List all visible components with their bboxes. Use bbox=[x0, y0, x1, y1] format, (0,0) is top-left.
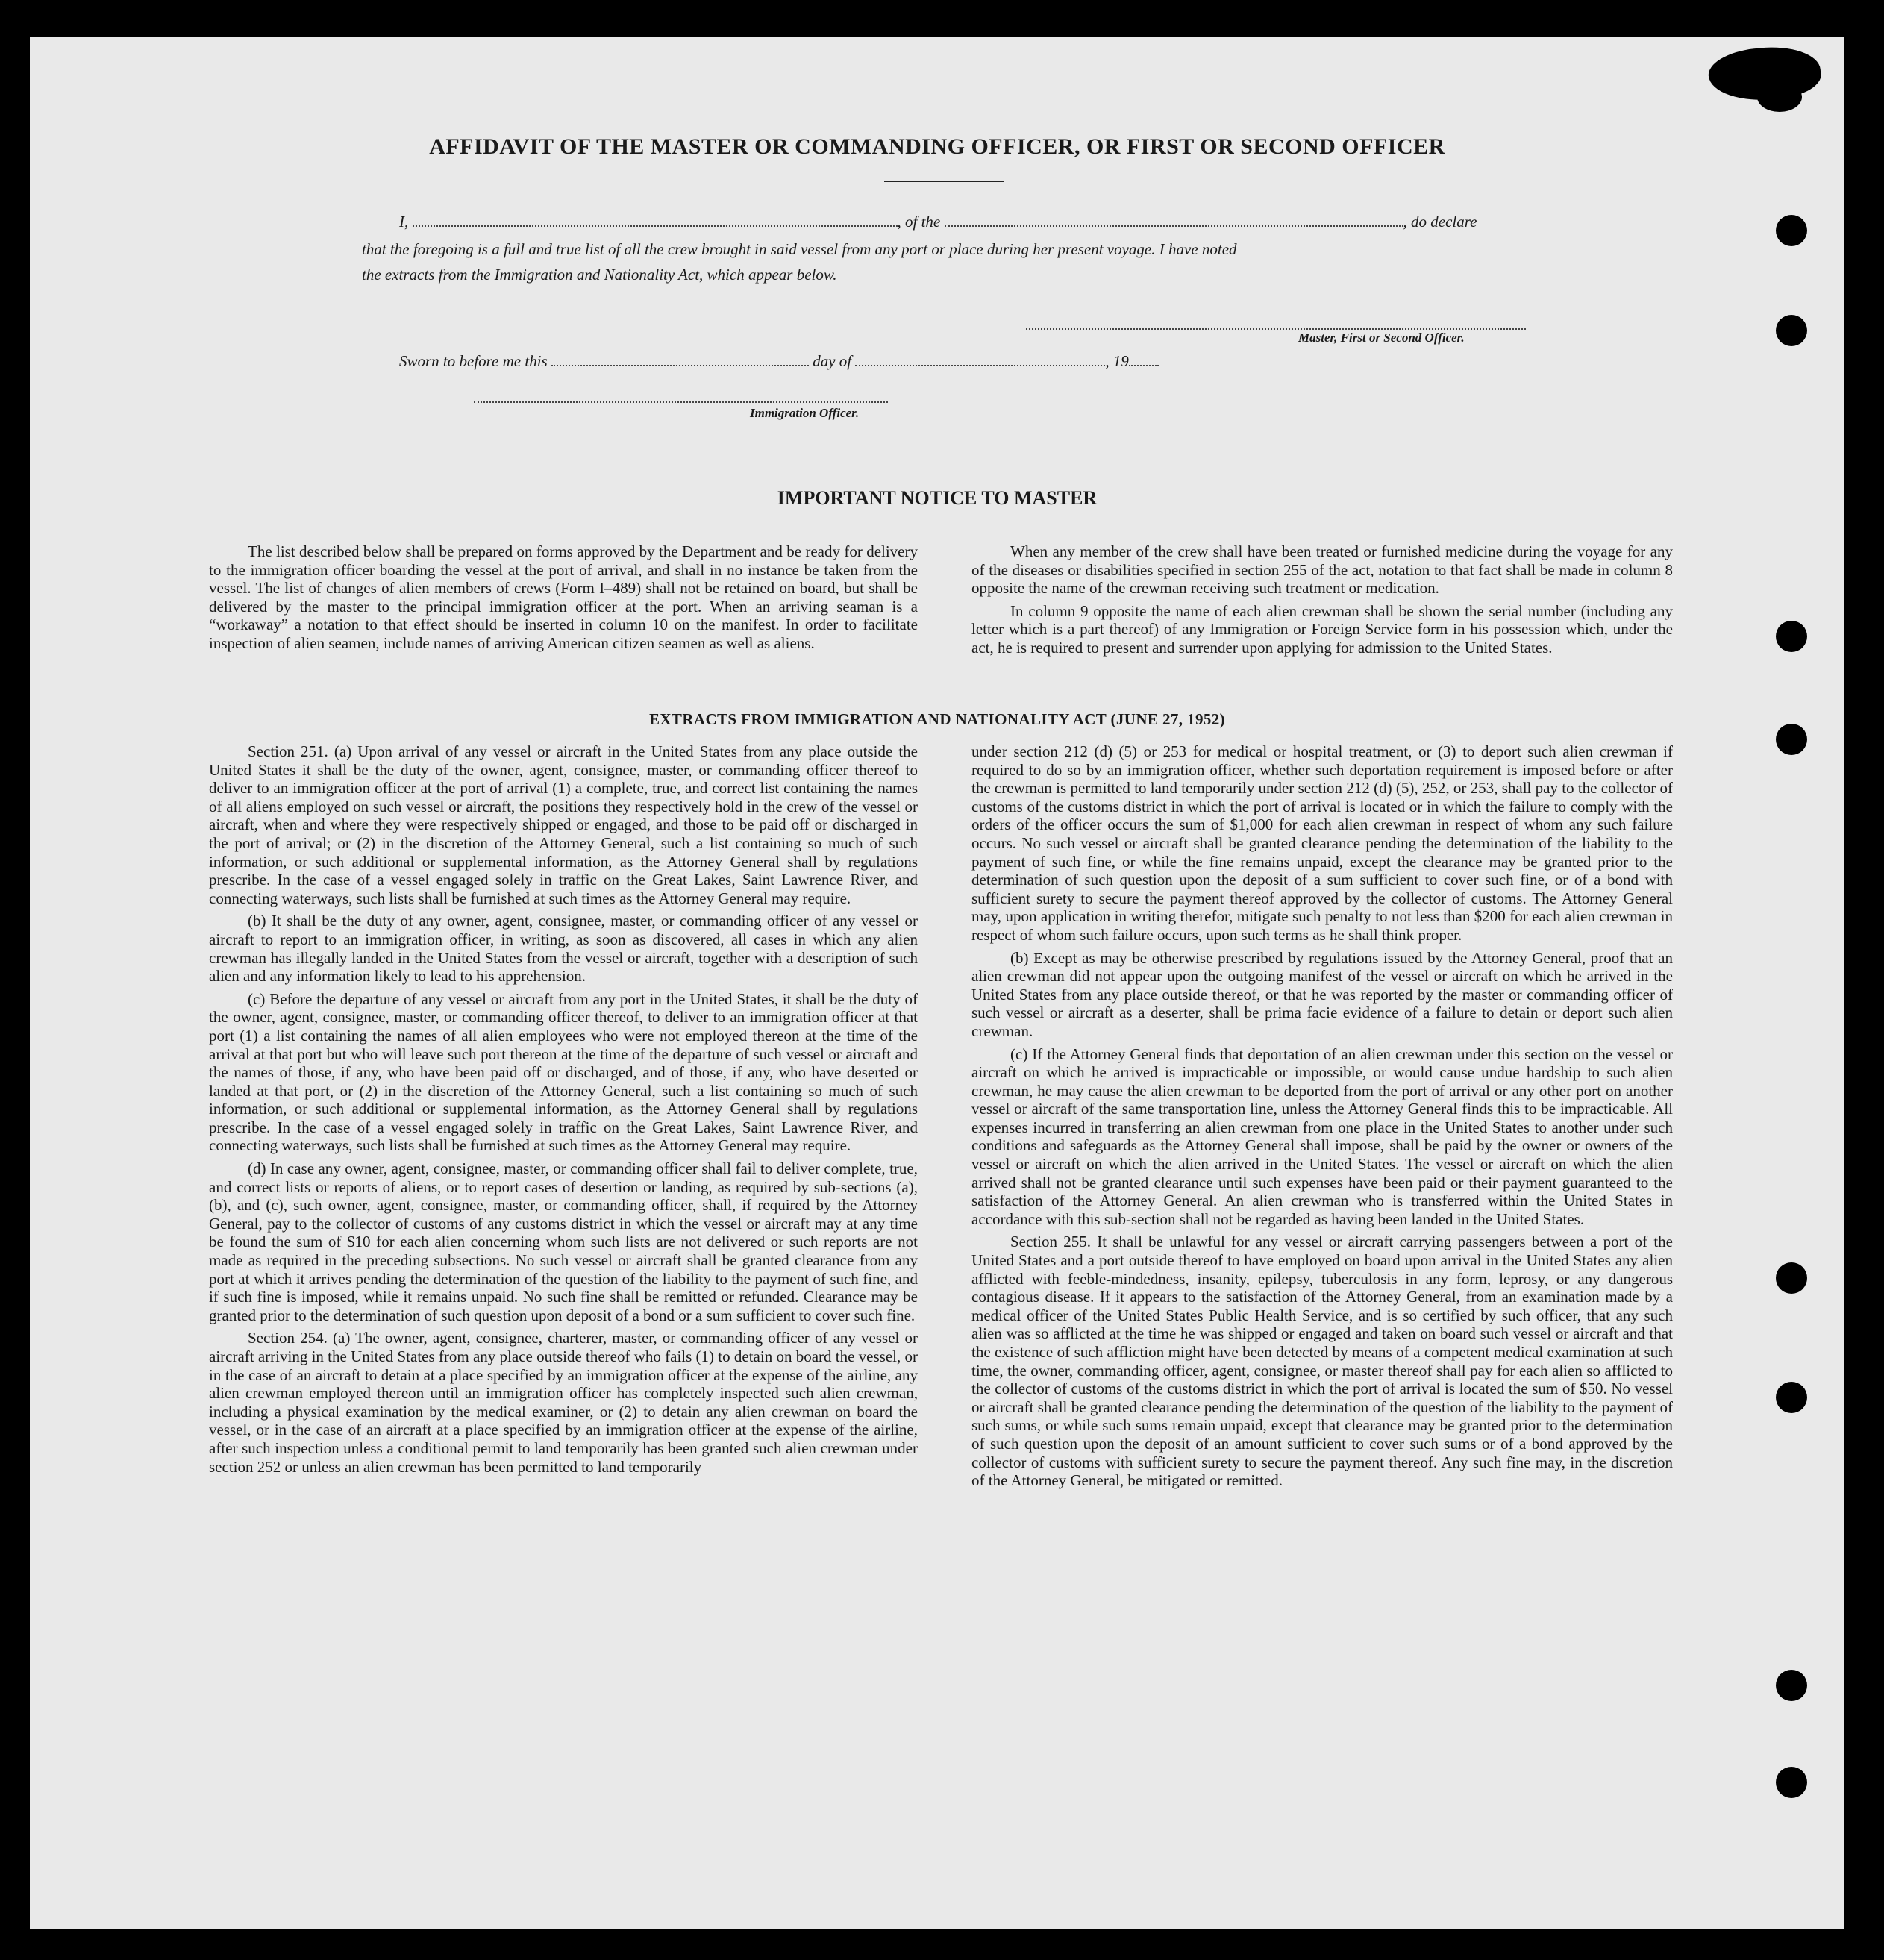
affidavit-title: AFFIDAVIT OF THE MASTER OR COMMANDING OFFICER, OR FIRST OR SECOND OFFICER bbox=[429, 134, 1445, 159]
name-field[interactable] bbox=[413, 225, 898, 227]
notice-paragraph: When any member of the crew shall have been treated or furnished medicine during the voyage for any of the diseases or disabilities specified in section 255 of the act, notation to that fact shall be made in column 8 opposite the name of the crewman receiving such treatment or medication. bbox=[971, 542, 1673, 598]
master-signature-line[interactable] bbox=[1026, 328, 1526, 330]
sworn-text: Sworn to before me this bbox=[399, 352, 548, 370]
punch-hole bbox=[1776, 1767, 1807, 1798]
title-rule bbox=[884, 181, 1004, 182]
punch-hole bbox=[1776, 1262, 1807, 1294]
year-text: , 19 bbox=[1105, 352, 1129, 370]
notice-right-column bbox=[971, 542, 1673, 662]
punch-hole bbox=[1776, 215, 1807, 246]
extracts-right-column bbox=[971, 742, 1673, 1494]
notice-left-column bbox=[209, 542, 918, 657]
extract-paragraph: Section 254. (a) The owner, agent, consignee, charterer, master, or commanding officer of any vessel or aircraft arriving in the United States from any place outside thereof who fails (1) to detain on board the vessel, or in the case of an aircraft to detain at a place specified by an immigration officer at the expense of the airline, any alien crewman employed thereon until an immigration officer has completely inspected such alien crewman, including a physical examination by the medical examiner, or (2) to detain any alien crewman on board the vessel, or in the case of an aircraft at a place specified by an immigration officer at the expense of the airline, after such inspection unless a conditional permit to land temporarily has been granted such alien crewman under section 252 or unless an alien crewman has been permitted to land temporarily bbox=[209, 1329, 918, 1476]
declaration-declare: , do declare bbox=[1403, 213, 1477, 231]
sworn-line bbox=[399, 352, 1159, 371]
day-of-text: day of bbox=[813, 352, 852, 370]
notice-paragraph: In column 9 opposite the name of each alien crewman shall be shown the serial number (including any letter which is a part thereof) of any Immigration or Foreign Service form in his possession which, under the act, he is required to present and surrender upon applying for admission to the United States. bbox=[971, 601, 1673, 657]
extract-paragraph: under section 212 (d) (5) or 253 for medical or hospital treatment, or (3) to deport such alien crewman if required to do so by an immigration officer, whether such deportation requirement is imposed before or after the crewman is permitted to land temporarily under section 212 (d) (5), 252, or 253, shall pay to the collector of customs of the customs district in which the port of arrival is located or in which the failure to comply with the orders of the officer occurs the sum of $1,000 for each alien crewman in respect of whom any such failure occurs. No such vessel or aircraft shall be granted clearance pending the determination of the liability to the payment of such fine, or while the fine remains unpaid, except the clearance may be granted prior to the determination of such question upon the deposit of a sum sufficient to cover such fine, or of a bond with sufficient surety to secure the payment thereof approved by the collector of customs. The Attorney General may, upon application in writing therefor, mitigate such penalty to not less than $200 for each alien crewman in respect of whom such failure occurs, upon such terms as he shall think proper. bbox=[971, 742, 1673, 944]
declaration-of-the: , of the bbox=[897, 213, 941, 231]
extract-paragraph: (d) In case any owner, agent, consignee, master, or commanding officer shall fail to deliver complete, true, and correct lists or reports of aliens, or to report cases of desertion or landing, as required by sub-sections (a), (b), and (c), such owner, agent, consignee, master, or commanding officer, shall, if required by the Attorney General, pay to the collector of customs of any customs district in which the vessel or aircraft may at any time be found the sum of $10 for each alien concerning whom such lists are not delivered or such reports are not made as required in the preceding subsections. No such vessel or aircraft shall be granted clearance from any port at which it arrives pending the determination of the question of the liability to the payment of such fine, and if such fine is imposed, while it remains unpaid. No such fine shall be remitted or refunded. Clearance may be granted prior to the determination of such question upon deposit of a bond or a sum sufficient to cover such fine. bbox=[209, 1159, 918, 1324]
extracts-title: EXTRACTS FROM IMMIGRATION AND NATIONALITY ACT (JUNE 27, 1952) bbox=[648, 710, 1226, 728]
sworn-year-field[interactable] bbox=[1129, 365, 1159, 366]
extract-paragraph: (c) If the Attorney General finds that deportation of an alien crewman under this section on the vessel or aircraft on which he arrived is impracticable or impossible, or would cause undue hardship to such alien crewman, he may cause the alien crewman to be deported from the port of arrival or any other port on another vessel or aircraft of the same transportation line, unless the Attorney General finds this to be impracticable. All expenses incurred in transferring an alien crewman from one place in the United States to another under such conditions and safeguards as the Attorney General shall impose, shall be paid by the owner or owners of the vessel or aircraft on which the alien arrived in the United States. The vessel or aircraft on which the alien arrived shall not be granted clearance until such expenses have been paid or their payment guaranteed to the satisfaction of the Attorney General. An alien crewman who is transferred within the United States in accordance with this sub-section shall not be regarded as having been landed in the United States. bbox=[971, 1045, 1673, 1228]
extract-paragraph: (b) Except as may be otherwise prescribed by regulations issued by the Attorney General, proof that an alien crewman did not appear upon the outgoing manifest of the vessel or aircraft on which he arrived in the United States from any place outside thereof, or that he was reported by the master or commanding officer of such vessel or aircraft as a deserter, shall be prima facie evidence of a failure to detain or deport such alien crewman. bbox=[971, 948, 1673, 1040]
punch-hole bbox=[1776, 315, 1807, 346]
sworn-day-field[interactable] bbox=[551, 365, 809, 366]
master-signature-label: Master, First or Second Officer. bbox=[1298, 331, 1465, 345]
document-page bbox=[30, 37, 1844, 1929]
extracts-left-column bbox=[209, 742, 918, 1480]
declaration-text: that the foregoing is a full and true list of all the crew brought in said vessel from any port or place during her present voyage. I have noted bbox=[362, 240, 1237, 258]
extract-paragraph: (c) Before the departure of any vessel or aircraft from any port in the United States, it shall be the duty of the owner, agent, consignee, master, or commanding officer thereof, to deliver to an immigration officer at that port (1) a list containing the names of all alien employees who were not employed thereon at the time of the arrival at that port but who will leave such port thereon at the time of the departure of such vessel or aircraft and the names of those, if any, who have been paid off or discharged, and of those, if any, who have deserted or landed at that port, or (2) in the discretion of the Attorney General, such a list containing so much of such information, or such additional or supplemental information, as the Attorney General shall by regulations prescribe. In the case of a vessel engaged solely in traffic on the Great Lakes, Saint Lawrence River, and connecting waterways, such lists shall be furnished at such times as the Attorney General may require. bbox=[209, 989, 918, 1155]
extract-paragraph: (b) It shall be the duty of any owner, agent, consignee, master, or commanding officer of any vessel or aircraft to report to an immigration officer, in writing, as soon as discovered, all cases in which any alien crewman has illegally landed in the United States from the vessel or aircraft, together with a description of such alien and any information likely to lead to his apprehension. bbox=[209, 912, 918, 986]
immigration-officer-label: Immigration Officer. bbox=[750, 406, 860, 420]
ink-blot bbox=[1757, 82, 1802, 112]
declaration-i: I, bbox=[399, 213, 409, 231]
extract-paragraph: Section 255. It shall be unlawful for any vessel or aircraft carrying passengers between a port of the United States and a port outside thereof to have employed on board upon arrival in the United States any alien afflicted with feeble-mindedness, insanity, epilepsy, tuberculosis in any form, leprosy, or any dangerous contagious disease. If it appears to the satisfaction of the Attorney General, from an examination made by a medical officer of the United States Public Health Service, and is so certified by such officer, that any such alien was so afflicted at the time he was shipped or engaged and taken on board such vessel or aircraft and that the existence of such affliction might have been detected by means of a competent medical examination at such time, the owner, commanding officer, agent, consignee, or master thereof shall pay for each alien so afflicted to the collector of customs of the customs district in which the port of arrival is located the sum of $50. No vessel or aircraft shall be granted clearance pending the determination of the question of the liability to the payment of such sums, or while such sums remain unpaid, except that clearance may be granted prior to the determination of such question upon the deposit of an amount sufficient to cover such sums or of a bond approved by the collector of customs with sufficient surety to secure the payment thereof. Any such fine may, in the discretion of the Attorney General, be mitigated or remitted. bbox=[971, 1233, 1673, 1490]
punch-hole bbox=[1776, 1382, 1807, 1413]
notice-paragraph: The list described below shall be prepared on forms approved by the Department and be ready for delivery to the immigration officer boarding the vessel at the port of arrival, and shall in no instance be taken from the vessel. The list of changes of alien members of crews (Form I–489) shall not be retained on board, but shall be delivered by the master to the principal immigration officer at the port. When an arriving seaman is a “workaway” a notation to that effect should be inserted in column 10 on the manifest. In order to facilitate inspection of alien seamen, include names of arriving American citizen seamen as well as aliens. bbox=[209, 542, 918, 652]
sworn-month-field[interactable] bbox=[855, 365, 1105, 366]
punch-hole bbox=[1776, 621, 1807, 652]
immigration-officer-signature-line[interactable] bbox=[474, 401, 888, 403]
extract-paragraph: Section 251. (a) Upon arrival of any vessel or aircraft in the United States from any place outside the United States it shall be the duty of the owner, agent, consignee, master, or commanding officer thereof to deliver to an immigration officer at the port of arrival (1) a complete, true, and correct list containing the names of all aliens employed on such vessel or aircraft, the positions they respectively hold in the crew of the vessel or aircraft, when and where they were respectively shipped or engaged, and those to be paid off or discharged in the port of arrival; or (2) in the discretion of the Attorney General, such a list containing so much of such information, or such additional or supplemental information, as the Attorney General shall by regulations prescribe. In the case of a vessel engaged solely in traffic on the Great Lakes, Saint Lawrence River, and connecting waterways, such lists shall be furnished at such times as the Attorney General may require. bbox=[209, 742, 918, 907]
declaration-line bbox=[399, 213, 1477, 231]
declaration-text: the extracts from the Immigration and Nationality Act, which appear below. bbox=[362, 266, 837, 284]
notice-title: IMPORTANT NOTICE TO MASTER bbox=[777, 487, 1098, 509]
vessel-field[interactable] bbox=[945, 225, 1403, 227]
punch-hole bbox=[1776, 1670, 1807, 1701]
